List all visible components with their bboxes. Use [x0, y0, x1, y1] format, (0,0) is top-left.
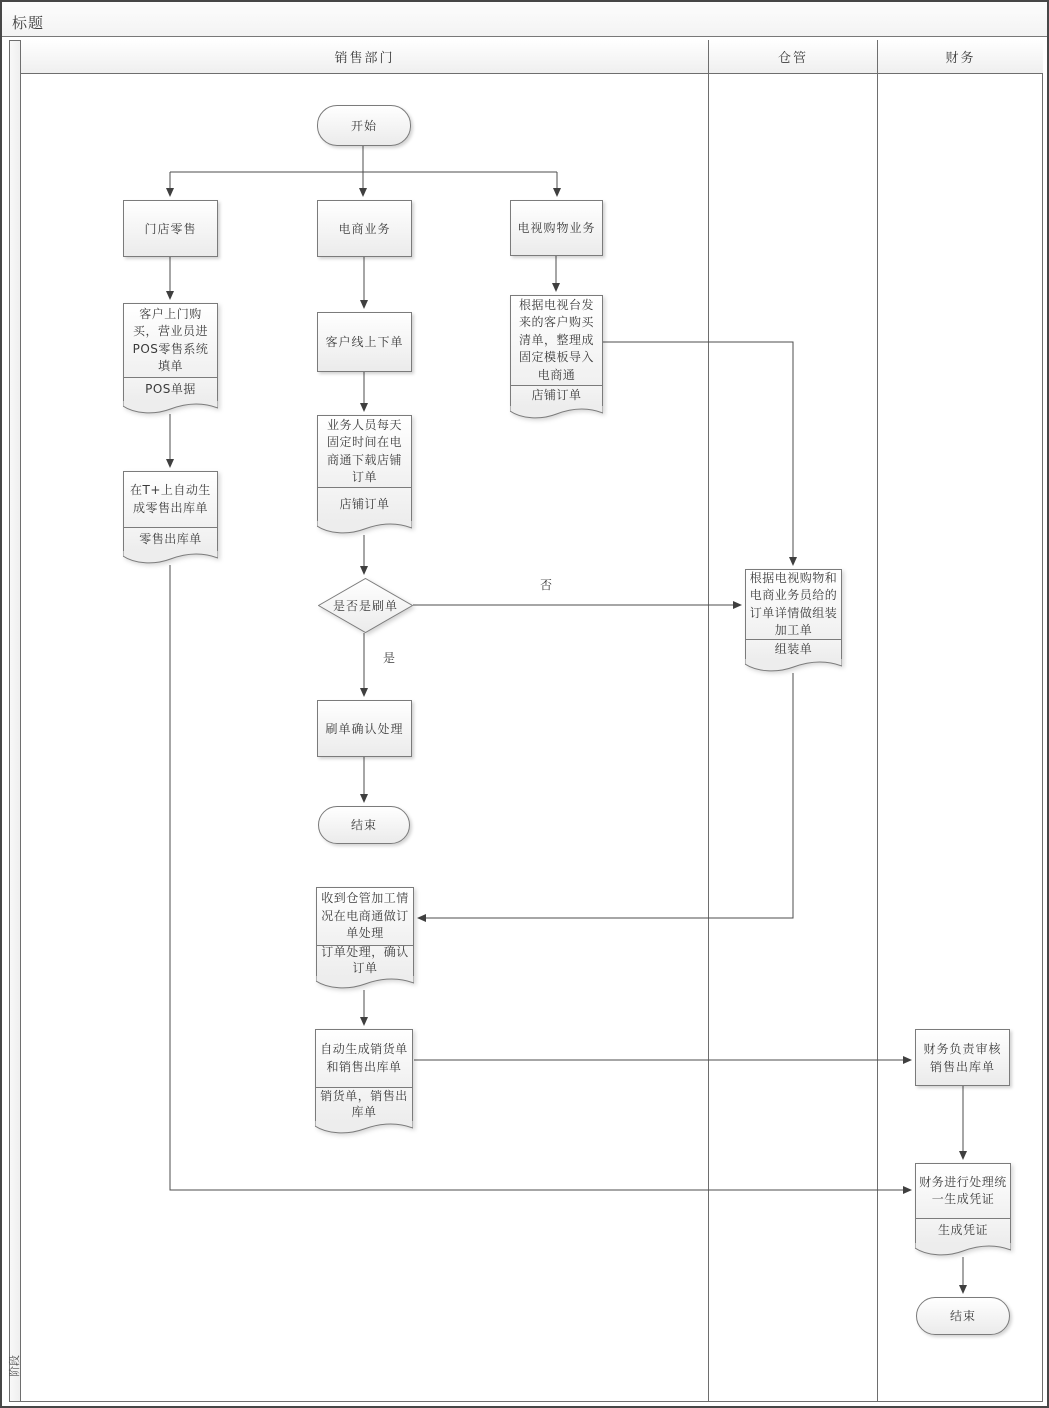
node-start [317, 105, 411, 146]
node-store-retail-label: 门店零售 [144, 221, 197, 236]
page-title: 标题 [12, 14, 45, 32]
lane-header-warehouse-label: 仓管 [777, 51, 808, 66]
edge-label-no: 否 [540, 578, 553, 592]
node-tv-business-label: 电视购物业务 [517, 221, 596, 235]
node-start-label: 开始 [350, 118, 377, 133]
doc-wave-edge [123, 551, 218, 565]
doc-shop-order [317, 415, 412, 535]
doc-assembly-order-text: 根据电视购物和电商业务员给的订单详情做组装加工单 [745, 569, 842, 639]
doc-sales-outbound [315, 1029, 413, 1135]
node-end-sales-label: 结束 [350, 818, 377, 832]
node-store-retail [123, 200, 218, 257]
doc-retail-outbound-text: 在T+上自动生成零售出库单 [123, 471, 218, 527]
doc-voucher-name: 生成凭证 [915, 1218, 1011, 1243]
doc-pos-receipt-name: POS单据 [123, 377, 218, 401]
lane-header-warehouse [708, 40, 877, 74]
doc-order-process [316, 887, 414, 990]
node-ecom-business-label: 电商业务 [338, 221, 391, 236]
doc-wave-edge [745, 659, 842, 673]
node-fake-order-confirm [317, 700, 412, 757]
doc-tv-order-text: 根据电视台发来的客户购买清单，整理成固定模板导入电商通 [510, 295, 603, 385]
node-fake-order-confirm-label: 刷单确认处理 [325, 721, 404, 736]
phase-column [9, 40, 21, 1402]
doc-retail-outbound-name: 零售出库单 [123, 527, 218, 551]
node-finance-audit-label: 财务负责审核销售出库单 [923, 1041, 1002, 1074]
lane-header-sales [21, 40, 708, 74]
phase-label: 阶段 [8, 1355, 21, 1377]
node-ecom-business [317, 200, 412, 257]
doc-wave-edge [123, 401, 218, 415]
doc-tv-order [510, 295, 603, 420]
lane-header-finance [877, 40, 1043, 74]
doc-sales-outbound-name: 销货单，销售出库单 [315, 1087, 413, 1121]
title-band [2, 2, 1047, 37]
doc-wave-edge [315, 1121, 413, 1135]
doc-shop-order-name: 店铺订单 [317, 487, 412, 521]
doc-assembly-order [745, 569, 842, 673]
lane-divider-finance [877, 74, 878, 1402]
node-online-order-label: 客户线上下单 [325, 335, 404, 349]
doc-order-process-text: 收到仓管加工情况在电商通做订单处理 [316, 887, 414, 945]
lane-divider-warehouse [708, 74, 709, 1402]
doc-pos-receipt [123, 303, 218, 415]
doc-pos-receipt-text: 客户上门购买，营业员进POS零售系统填单 [123, 303, 218, 377]
node-online-order [317, 312, 412, 372]
node-finance-audit [915, 1029, 1010, 1086]
node-end-finance [916, 1297, 1010, 1335]
doc-wave-edge [510, 406, 603, 420]
node-end-sales [318, 806, 410, 844]
doc-wave-edge [316, 976, 414, 990]
doc-voucher-text: 财务进行处理统一生成凭证 [915, 1163, 1011, 1218]
node-end-finance-label: 结束 [949, 1309, 976, 1323]
doc-sales-outbound-text: 自动生成销货单和销售出库单 [315, 1029, 413, 1087]
doc-wave-edge [317, 521, 412, 535]
edge-label-yes: 是 [383, 651, 396, 665]
doc-tv-order-name: 店铺订单 [510, 385, 603, 406]
doc-voucher [915, 1163, 1011, 1257]
doc-shop-order-text: 业务人员每天固定时间在电商通下载店铺订单 [317, 415, 412, 487]
lane-header-sales-label: 销售部门 [334, 51, 395, 66]
doc-assembly-order-name: 组装单 [745, 639, 842, 659]
doc-order-process-name: 订单处理，确认订单 [316, 945, 414, 976]
lane-header-finance-label: 财务 [945, 51, 976, 66]
node-tv-business [510, 200, 603, 256]
node-decision-label: 是否是刷单 [332, 599, 398, 613]
node-decision-fake-order [318, 578, 413, 633]
doc-wave-edge [915, 1243, 1011, 1257]
doc-retail-outbound [123, 471, 218, 565]
